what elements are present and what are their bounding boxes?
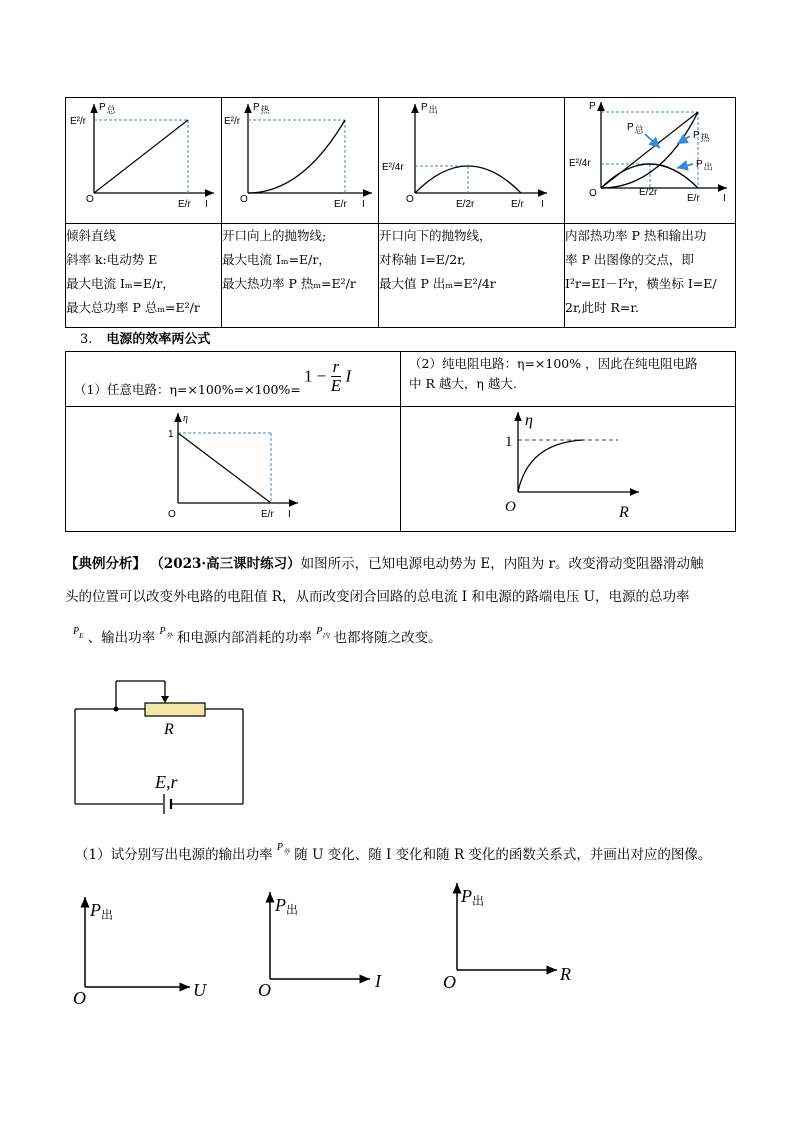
efficiency-table bbox=[65, 351, 736, 532]
label-total: P总 bbox=[627, 122, 644, 135]
origin-label: O bbox=[168, 509, 176, 520]
x-label: U bbox=[193, 980, 206, 1000]
example-source: （2023·高三课时练习） bbox=[150, 556, 301, 572]
x-label: R bbox=[560, 964, 571, 984]
x-tick-label: E/r bbox=[511, 199, 524, 210]
example-line-1: 【典例分析】 （2023·高三课时练习）如图所示，已知电源电动势为 E，内阻为 r。改变滑动变阻器滑动触 bbox=[65, 556, 704, 572]
y-label: P出 bbox=[275, 895, 299, 917]
x-label: R bbox=[619, 504, 629, 521]
y-label: P bbox=[589, 101, 596, 112]
efficiency-vs-current-graph bbox=[66, 407, 401, 527]
efficiency-fraction-formula: 1 − $\frac{r}{E}$ I bbox=[304, 357, 352, 395]
x-tick-mid-label: E/2r bbox=[456, 199, 475, 210]
arrow-total bbox=[645, 134, 660, 148]
efficiency-graph-1-cell bbox=[66, 407, 401, 532]
graph-output-power-cell bbox=[379, 98, 565, 224]
y-tick-label: E²/r bbox=[70, 116, 87, 127]
efficiency-vs-resistance-graph bbox=[401, 407, 736, 527]
origin-label: O bbox=[86, 194, 94, 205]
efficiency-curve bbox=[518, 440, 583, 492]
source-label: E,r bbox=[155, 772, 178, 792]
y-tick-label: E²/r bbox=[224, 116, 241, 127]
y-label: P热 bbox=[253, 102, 270, 115]
graph-heat-power-cell bbox=[222, 98, 379, 224]
x-label: I bbox=[362, 199, 365, 210]
origin-label: O bbox=[406, 194, 414, 205]
desc-total: 倾斜直线 斜率 k:电动势 E 最大电流 Iₘ=E/r， 最大总功率 P 总ₘ=E²/r bbox=[66, 224, 222, 328]
graph-output-power bbox=[379, 98, 565, 219]
x-label: I bbox=[723, 193, 726, 204]
example-line-3: $^{P_E}$ 、输出功率 $^{P_外}$ 和电源内部消耗的功率 $^{P_内}$ 也都将随之改变。 bbox=[73, 626, 442, 646]
y-label: η bbox=[525, 412, 533, 429]
x-tick-label: E/r bbox=[261, 509, 274, 520]
x-label: I bbox=[541, 199, 544, 210]
power-graphs-table bbox=[65, 97, 736, 328]
y-tick-label: E²/4r bbox=[569, 158, 591, 169]
example-line-2: 头的位置可以改变外电路的电阻值 R，从而改变闭合回路的总电流 I 和电源的路端电压 U，电源的总功率 bbox=[65, 589, 690, 605]
label-out: P出 bbox=[696, 159, 713, 172]
blank-axes-p-vs-i bbox=[255, 880, 405, 1005]
origin-label: O bbox=[73, 988, 86, 1008]
heat-power-curve bbox=[248, 120, 345, 193]
slider-arrow bbox=[161, 696, 169, 703]
total-power-line bbox=[94, 120, 188, 193]
y-label: P出 bbox=[461, 886, 485, 908]
x-tick-mid-label: E/2r bbox=[639, 187, 658, 198]
blank-axes-p-vs-r bbox=[440, 875, 590, 1000]
x-label: I bbox=[375, 971, 381, 991]
graph-heat-power bbox=[222, 98, 379, 219]
efficiency-graph-2-cell bbox=[401, 407, 736, 532]
efficiency-line bbox=[178, 433, 271, 503]
efficiency-formula-cell bbox=[66, 352, 401, 407]
y-label: P出 bbox=[90, 900, 114, 922]
y-label: P总 bbox=[99, 102, 116, 115]
blank-axes-p-vs-u bbox=[65, 885, 225, 1010]
graph-total-power bbox=[66, 98, 222, 219]
origin-label: O bbox=[589, 188, 597, 199]
section-title: 电源的效率两公式 bbox=[106, 332, 211, 347]
x-tick-label: E/r bbox=[178, 199, 191, 210]
desc-combined: 内部热功率 P 热和输出功 率 P 出图像的交点，即 I²r=EI－I²r，横坐标 I=E/ 2r,此时 R=r. bbox=[565, 224, 736, 328]
question-1: （1）试分别写出电源的输出功率 $^{P_外}$ 随 U 变化、随 I 变化和随 R 变化的函数关系式，并画出对应的图像。 bbox=[75, 842, 712, 863]
efficiency-any-circuit: （1）任意电路：η=×100%=×100%= bbox=[74, 382, 301, 397]
origin-label: O bbox=[258, 980, 271, 1000]
efficiency-pure-resistor-cell: （2）纯电阻电路：η=×100% ，因此在纯电阻电路 中 R 越大，η 越大. bbox=[401, 352, 736, 407]
origin-label: O bbox=[240, 194, 248, 205]
y-tick-label: 1 bbox=[505, 434, 513, 450]
section-3-heading: 3. 电源的效率两公式 bbox=[80, 332, 211, 347]
graph-combined-cell bbox=[565, 98, 736, 224]
circuit-diagram bbox=[60, 670, 260, 815]
origin-label: O bbox=[443, 972, 456, 992]
x-tick-label: E/r bbox=[687, 193, 700, 204]
y-label: η bbox=[183, 413, 188, 424]
x-label: I bbox=[288, 509, 291, 520]
graph-total-power-cell bbox=[66, 98, 222, 224]
x-tick-label: E/r bbox=[334, 199, 347, 210]
x-label: I bbox=[205, 199, 208, 210]
desc-output: 开口向下的抛物线， 对称轴 I=E/2r, 最大值 P 出ₘ=E²/4r bbox=[379, 224, 565, 328]
label-heat: P热 bbox=[693, 130, 710, 143]
y-label: P出 bbox=[421, 102, 438, 115]
example-tag: 【典例分析】 bbox=[65, 556, 146, 572]
y-tick-label: 1 bbox=[168, 429, 174, 440]
resistor-label: R bbox=[164, 721, 174, 738]
y-tick-label: E²/4r bbox=[382, 162, 404, 173]
rheostat bbox=[145, 703, 205, 716]
graph-combined bbox=[565, 98, 736, 219]
origin-label: O bbox=[505, 499, 516, 515]
desc-heat: 开口向上的抛物线; 最大电流 Iₘ=E/r， 最大热功率 P 热ₘ=E²/r bbox=[222, 224, 379, 328]
arrow-out bbox=[677, 164, 693, 168]
